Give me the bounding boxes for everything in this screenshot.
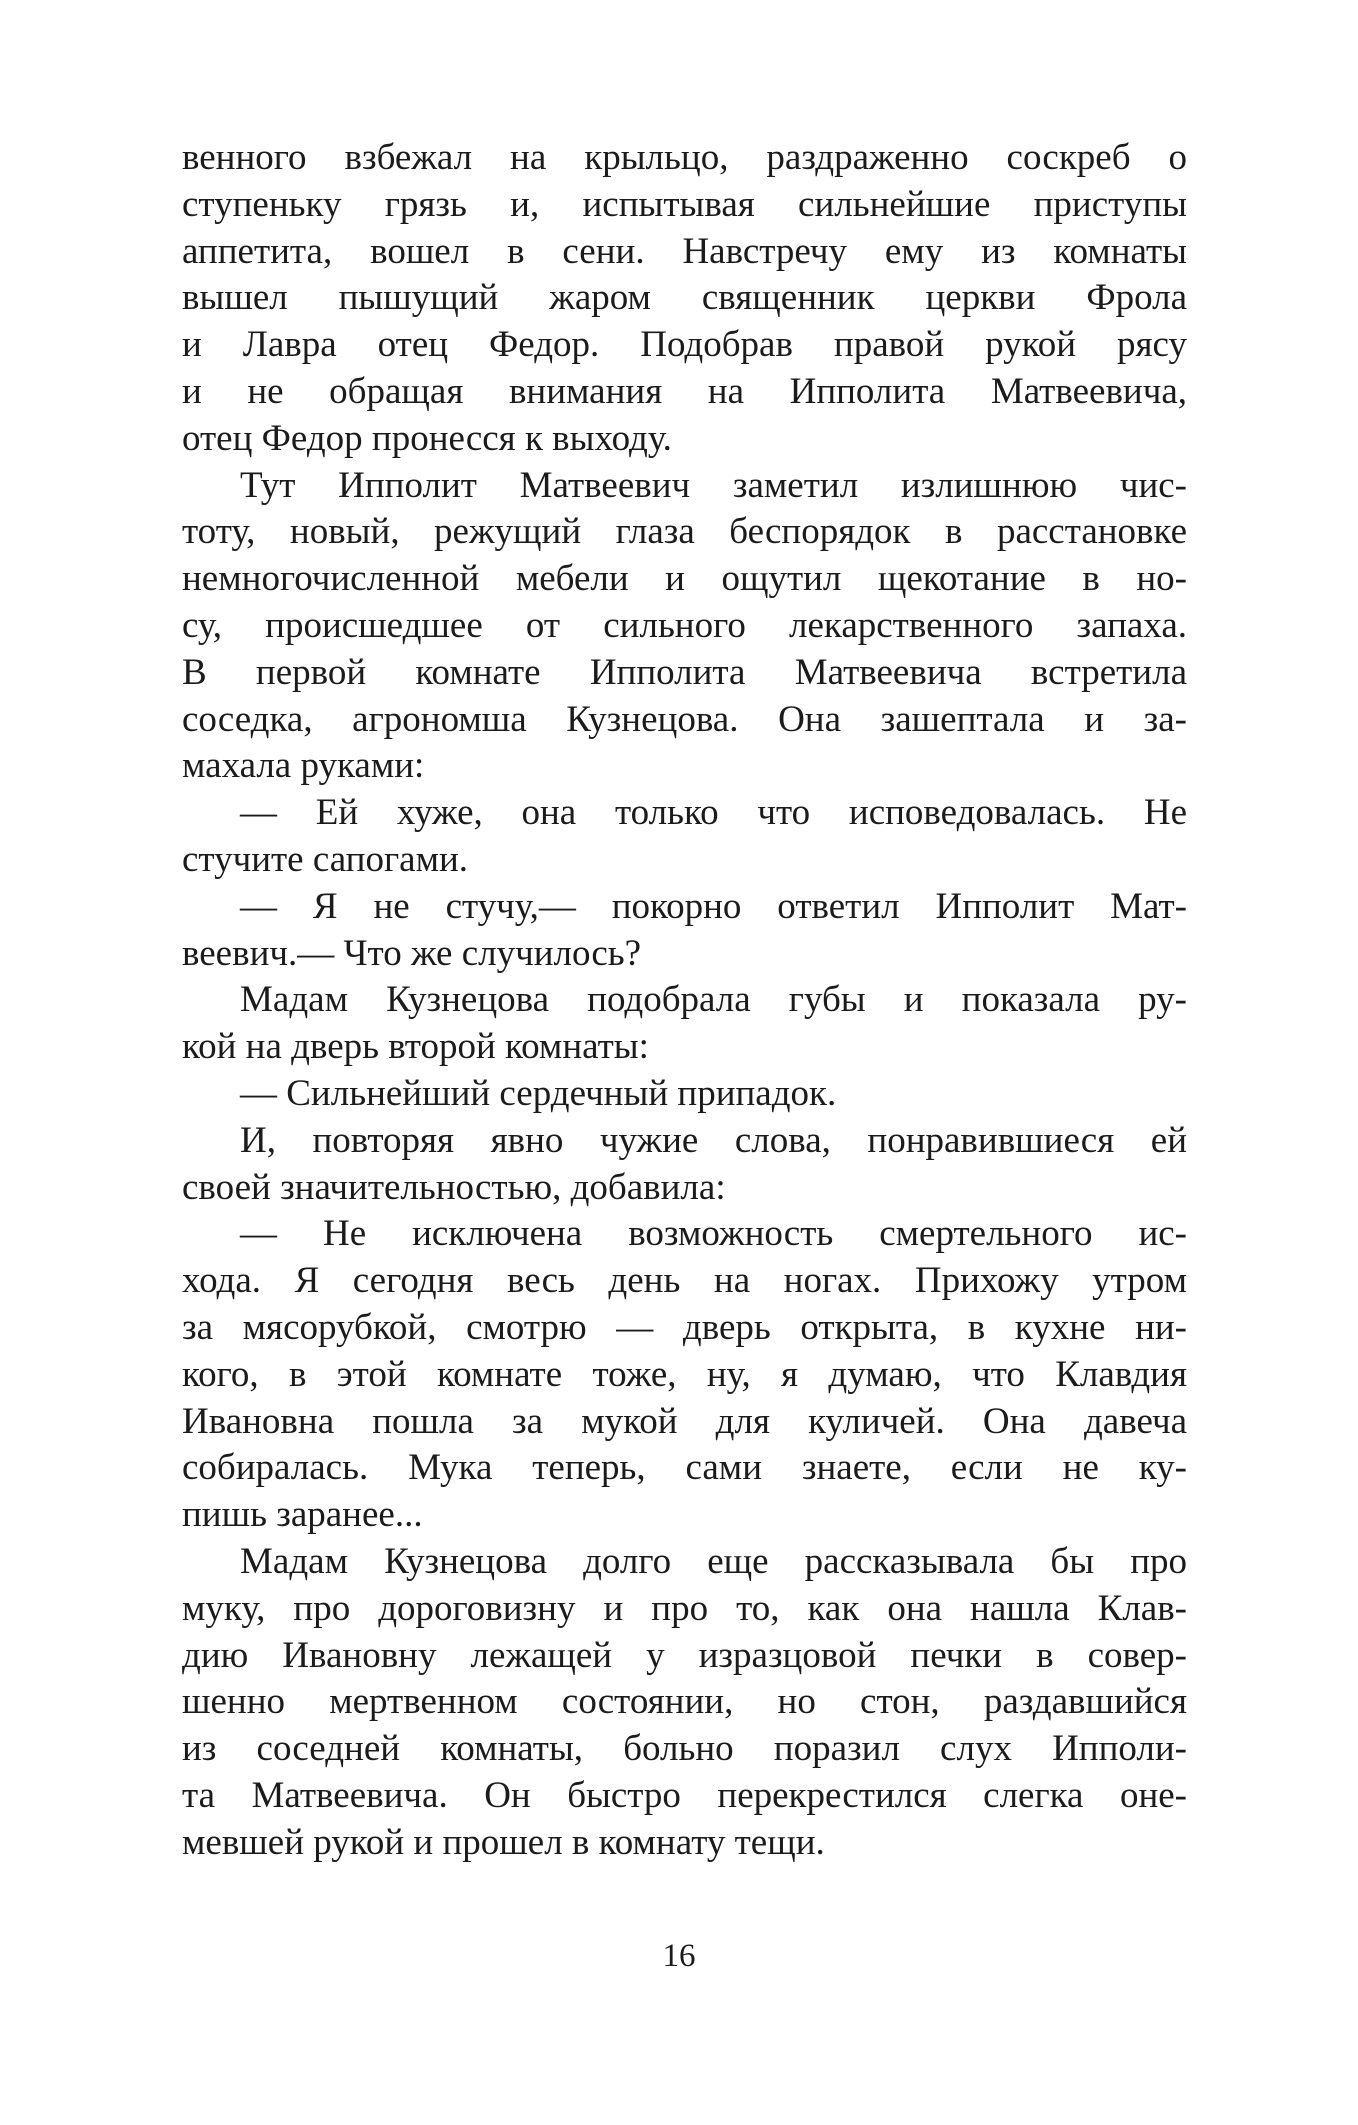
text-line: Тут Ипполит Матвеевич заметил излишнюю чис- <box>240 464 1187 506</box>
text-line: стучите сапогами. <box>182 838 469 880</box>
text-line: муку, про дороговизну и про то, как она нашла Клав- <box>182 1587 1187 1629</box>
text-line: су, происшедшее от сильного лекарственного запаха. <box>182 604 1187 646</box>
text-line: из соседней комнаты, больно поразил слух Ипполи- <box>182 1728 1187 1770</box>
text-line: ступеньку грязь и, испытывая сильнейшие приступы <box>182 183 1187 225</box>
text-line: — Я не стучу,— покорно ответил Ипполит Мат- <box>240 885 1187 927</box>
text-line: немногочисленной мебели и ощутил щекотание в но- <box>182 558 1187 600</box>
text-line: хода. Я сегодня весь день на ногах. Прихожу утром <box>182 1260 1187 1302</box>
text-line: Ивановна пошла за мукой для куличей. Она давеча <box>182 1400 1187 1442</box>
text-line: Мадам Кузнецова подобрала губы и показала ру- <box>240 979 1187 1021</box>
text-line: аппетита, вошел в сени. Навстречу ему из комнаты <box>182 230 1187 272</box>
text-line: кой на дверь второй комнаты: <box>182 1026 649 1068</box>
text-line: та Матвеевича. Он быстро перекрестился слегка оне- <box>182 1774 1187 1816</box>
text-line: шенно мертвенном состоянии, но стон, раздавшийся <box>182 1681 1187 1723</box>
text-line: пишь заранее... <box>182 1494 423 1536</box>
body-text <box>182 135 1187 1895</box>
text-line: — Не исключена возможность смертельного ис- <box>240 1213 1187 1255</box>
text-line: соседка, агрономша Кузнецова. Она зашептала и за- <box>182 698 1187 740</box>
text-line: венного взбежал на крыльцо, раздраженно соскреб о <box>182 137 1187 178</box>
text-line: махала руками: <box>182 745 425 787</box>
text-line: И, повторяя явно чужие слова, понравившиеся ей <box>240 1119 1187 1161</box>
text-line: и не обращая внимания на Ипполита Матвеевича, <box>182 370 1187 412</box>
text-line: и Лавра отец Федор. Подобрав правой рукой рясу <box>182 324 1187 366</box>
text-line: В первой комнате Ипполита Матвеевича встретила <box>182 651 1187 693</box>
text-line: кого, в этой комнате тоже, ну, я думаю, что Клавдия <box>182 1353 1187 1395</box>
text-line: своей значительностью, добавила: <box>182 1166 726 1208</box>
text-line: вышел пышущий жаром священник церкви Фрола <box>182 277 1187 319</box>
text-line: веевич.— Что же случилось? <box>182 932 642 974</box>
page-number: 16 <box>662 1938 696 1974</box>
text-line: Мадам Кузнецова долго еще рассказывала бы про <box>240 1540 1187 1582</box>
text-line: — Сильнейший сердечный припадок. <box>240 1072 837 1114</box>
text-line: тоту, новый, режущий глаза беспорядок в расстановке <box>182 511 1187 553</box>
text-line: дию Ивановну лежащей у изразцовой печки в совер- <box>182 1634 1187 1676</box>
text-line: мевшей рукой и прошел в комнату тещи. <box>182 1821 825 1863</box>
text-line: отец Федор пронесся к выходу. <box>182 417 672 459</box>
text-line: — Ей хуже, она только что исповедовалась. Не <box>240 792 1187 834</box>
text-line: собиралась. Мука теперь, сами знаете, если не ку- <box>182 1447 1187 1489</box>
text-line: за мясорубкой, смотрю — дверь открыта, в кухне ни- <box>182 1306 1187 1348</box>
